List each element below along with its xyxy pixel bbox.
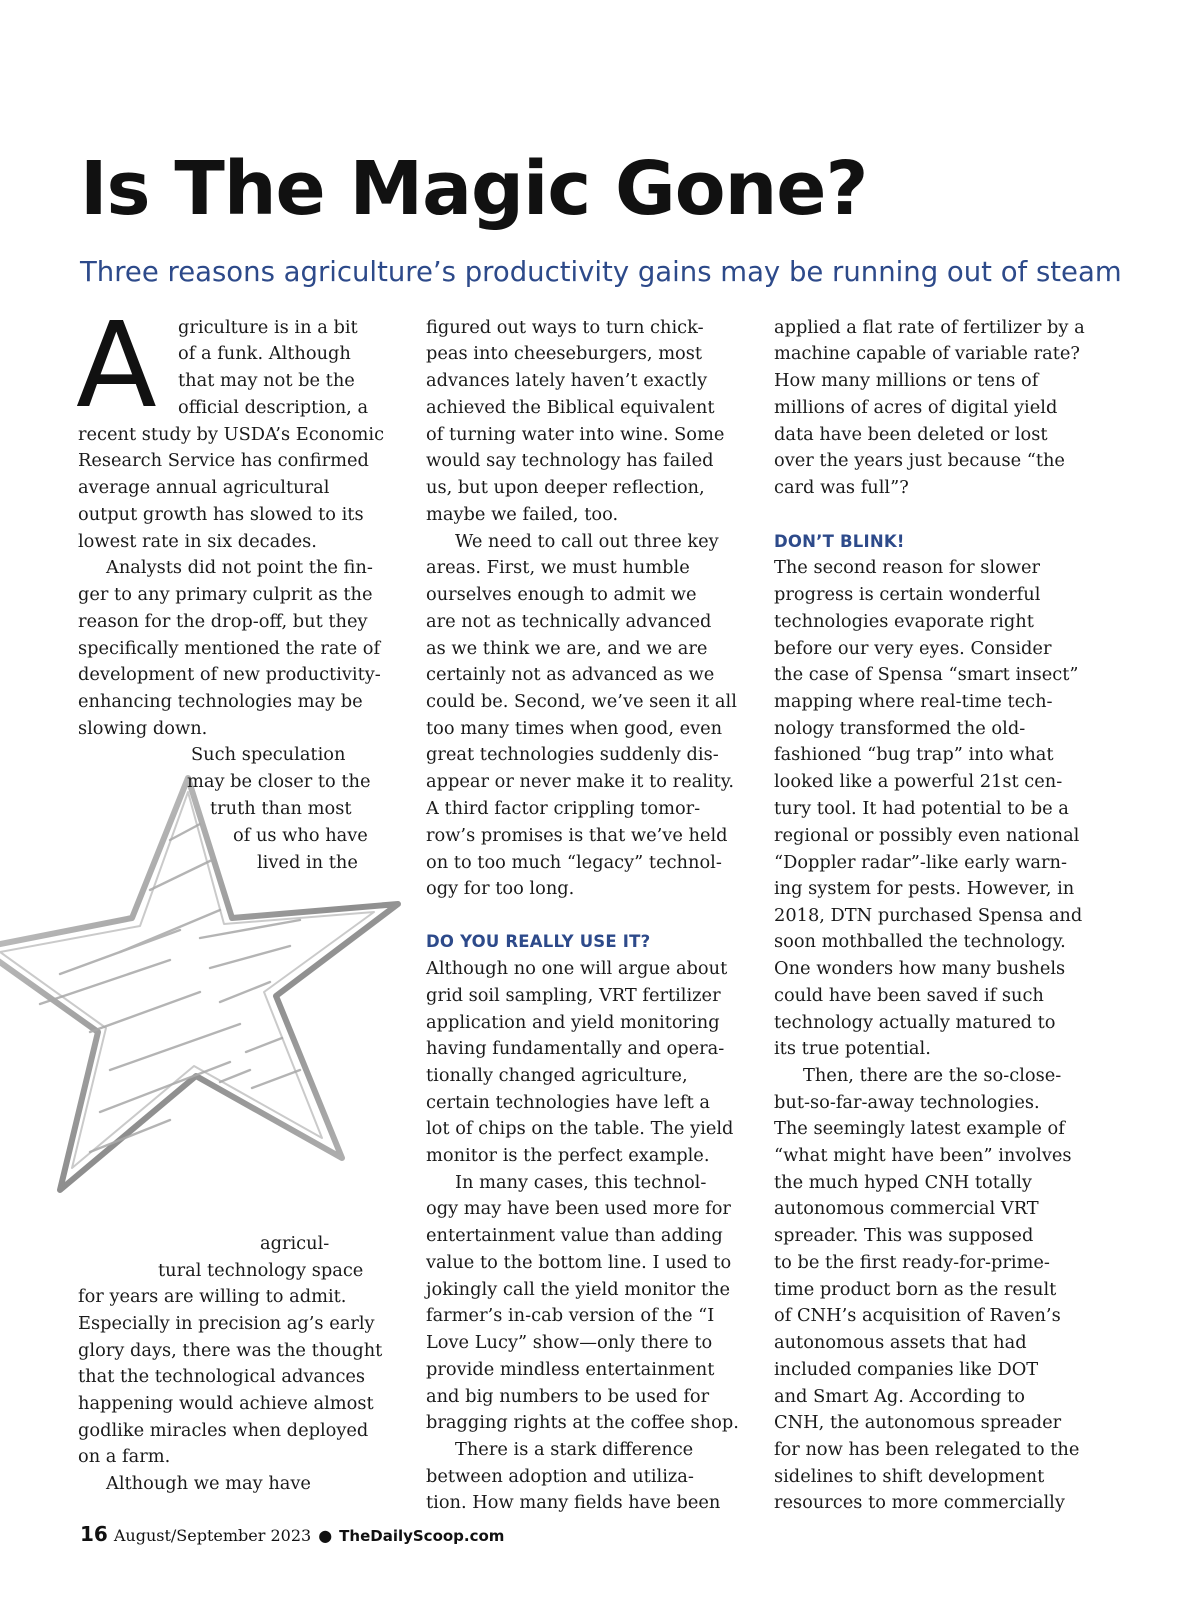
page-footer	[80, 1524, 504, 1545]
text-line: resources to more commercially	[774, 1492, 1065, 1513]
text-line: figured out ways to turn chick-	[426, 317, 704, 338]
section-heading: DO YOU REALLY USE IT?	[426, 932, 651, 951]
text-line: soon mothballed the technology.	[774, 931, 1066, 952]
text-line: ourselves enough to admit we	[426, 584, 697, 605]
text-line: provide mindless entertainment	[426, 1359, 715, 1380]
text-line: agricul-	[260, 1233, 330, 1254]
text-line: average annual agricultural	[78, 477, 330, 498]
text-line: on a farm.	[78, 1446, 171, 1467]
text-line: of turning water into wine. Some	[426, 424, 725, 445]
text-line: Then, there are the so-close-	[803, 1065, 1062, 1086]
text-line: of us who have	[233, 825, 368, 846]
text-line: are not as technically advanced	[426, 611, 712, 632]
text-line: In many cases, this technol-	[455, 1172, 707, 1193]
text-line: having fundamentally and opera-	[426, 1038, 725, 1059]
text-line: ogy for too long.	[426, 878, 575, 899]
text-line: that may not be the	[178, 370, 355, 391]
section-heading: DON’T BLINK!	[774, 532, 905, 551]
text-line: its true potential.	[774, 1038, 931, 1059]
text-line: sidelines to shift development	[774, 1466, 1045, 1487]
page-subtitle: Three reasons agriculture’s productivity gains may be running out of steam	[80, 256, 1122, 288]
text-line: could be. Second, we’ve seen it all	[426, 691, 737, 712]
text-line: spreader. This was supposed	[774, 1225, 1034, 1246]
text-line: time product born as the result	[774, 1279, 1057, 1300]
text-line: jokingly call the yield monitor the	[426, 1279, 731, 1300]
page-number: 16	[80, 1522, 108, 1546]
text-line: achieved the Biblical equivalent	[426, 397, 715, 418]
text-line: tural technology space	[158, 1260, 364, 1281]
text-line: farmer’s in-cab version of the “I	[426, 1305, 715, 1326]
text-line: development of new productivity-	[78, 664, 381, 685]
text-line: over the years just because “the	[774, 450, 1065, 471]
text-line: monitor is the perfect example.	[426, 1145, 710, 1166]
text-line: and big numbers to be used for	[426, 1386, 710, 1407]
text-line: data have been deleted or lost	[774, 424, 1048, 445]
text-line: to be the first ready-for-prime-	[774, 1252, 1050, 1273]
text-line: that the technological advances	[78, 1366, 366, 1387]
text-line: value to the bottom line. I used to	[426, 1252, 732, 1273]
text-line: grid soil sampling, VRT fertilizer	[426, 985, 721, 1006]
text-line: The seemingly latest example of	[774, 1118, 1065, 1139]
text-line: Research Service has confirmed	[78, 450, 369, 471]
text-line: advances lately haven’t exactly	[426, 370, 708, 391]
text-line: applied a flat rate of fertilizer by a	[774, 317, 1085, 338]
text-line: “what might have been” involves	[774, 1145, 1072, 1166]
text-line: official description, a	[178, 397, 369, 418]
text-line: may be closer to the	[187, 771, 371, 792]
text-line: Although no one will argue about	[426, 958, 728, 979]
text-line: bragging rights at the coffee shop.	[426, 1412, 739, 1433]
text-line: areas. First, we must humble	[426, 557, 690, 578]
text-line: A third factor crippling tomor-	[426, 798, 701, 819]
text-line: entertainment value than adding	[426, 1225, 723, 1246]
text-line: tion. How many fields have been	[426, 1492, 721, 1513]
text-line: the case of Spensa “smart insect”	[774, 664, 1079, 685]
text-line: nology transformed the old-	[774, 718, 1026, 739]
text-line: before our very eyes. Consider	[774, 638, 1052, 659]
text-line: reason for the drop-off, but they	[78, 611, 368, 632]
text-line: us, but upon deeper reflection,	[426, 477, 705, 498]
text-line: fashioned “bug trap” into what	[774, 744, 1054, 765]
text-line: ing system for pests. However, in	[774, 878, 1075, 899]
star-sketch-icon	[0, 770, 440, 1270]
text-line: application and yield monitoring	[426, 1012, 720, 1033]
text-line: certainly not as advanced as we	[426, 664, 715, 685]
text-line: Analysts did not point the fin-	[106, 557, 373, 578]
text-line: on to too much “legacy” technol-	[426, 852, 722, 873]
issue-date: August/September 2023	[113, 1526, 312, 1545]
text-line: There is a stark difference	[455, 1439, 694, 1460]
text-line: as we think we are, and we are	[426, 638, 708, 659]
text-line: too many times when good, even	[426, 718, 723, 739]
text-line: technology actually matured to	[774, 1012, 1056, 1033]
text-line: autonomous assets that had	[774, 1332, 1027, 1353]
text-line: lowest rate in six decades.	[78, 531, 317, 552]
text-line: looked like a powerful 21st cen-	[774, 771, 1063, 792]
bullet-separator: ●	[318, 1526, 333, 1545]
text-line: machine capable of variable rate?	[774, 343, 1080, 364]
text-line: for now has been relegated to the	[774, 1439, 1080, 1460]
text-line: appear or never make it to reality.	[426, 771, 735, 792]
text-line: regional or possibly even national	[774, 825, 1080, 846]
text-line: peas into cheeseburgers, most	[426, 343, 703, 364]
text-line: Although we may have	[106, 1473, 311, 1494]
text-line: could have been saved if such	[774, 985, 1044, 1006]
text-line: slowing down.	[78, 718, 208, 739]
text-line: between adoption and utiliza-	[426, 1466, 694, 1487]
text-line: Such speculation	[191, 744, 346, 765]
text-line: truth than most	[210, 798, 352, 819]
text-line: CNH, the autonomous spreader	[774, 1412, 1062, 1433]
text-line: millions of acres of digital yield	[774, 397, 1058, 418]
text-line: output growth has slowed to its	[78, 504, 364, 525]
text-line: progress is certain wonderful	[774, 584, 1041, 605]
text-line: for years are willing to admit.	[78, 1286, 347, 1307]
text-line: One wonders how many bushels	[774, 958, 1066, 979]
text-line: We need to call out three key	[455, 531, 719, 552]
text-line: godlike miracles when deployed	[78, 1420, 369, 1441]
page-title: Is The Magic Gone?	[80, 146, 868, 232]
text-line: would say technology has failed	[426, 450, 714, 471]
text-line: mapping where real-time tech-	[774, 691, 1053, 712]
text-line: How many millions or tens of	[774, 370, 1039, 391]
text-line: recent study by USDA’s Economic	[78, 424, 385, 445]
text-line: row’s promises is that we’ve held	[426, 825, 728, 846]
text-line: Love Lucy” show—only there to	[426, 1332, 713, 1353]
text-line: The second reason for slower	[774, 557, 1041, 578]
text-line: great technologies suddenly dis-	[426, 744, 719, 765]
text-line: the much hyped CNH totally	[774, 1172, 1032, 1193]
text-line: autonomous commercial VRT	[774, 1198, 1039, 1219]
text-line: tionally changed agriculture,	[426, 1065, 688, 1086]
text-line: maybe we failed, too.	[426, 504, 619, 525]
text-line: certain technologies have left a	[426, 1092, 710, 1113]
text-line: griculture is in a bit	[178, 317, 358, 338]
text-line: lived in the	[257, 852, 358, 873]
text-line: ger to any primary culprit as the	[78, 584, 373, 605]
text-line: enhancing technologies may be	[78, 691, 363, 712]
text-line: and Smart Ag. According to	[774, 1386, 1025, 1407]
text-line: Especially in precision ag’s early	[78, 1313, 375, 1334]
drop-cap: A	[76, 296, 157, 434]
text-line: 2018, DTN purchased Spensa and	[774, 905, 1083, 926]
text-line: ogy may have been used more for	[426, 1198, 731, 1219]
text-line: card was full”?	[774, 477, 909, 498]
text-line: specifically mentioned the rate of	[78, 638, 381, 659]
text-line: glory days, there was the thought	[78, 1340, 383, 1361]
text-line: happening would achieve almost	[78, 1393, 374, 1414]
site-link[interactable]: TheDailyScoop.com	[339, 1527, 505, 1545]
text-line: but-so-far-away technologies.	[774, 1092, 1040, 1113]
text-line: technologies evaporate right	[774, 611, 1034, 632]
text-line: lot of chips on the table. The yield	[426, 1118, 734, 1139]
text-line: tury tool. It had potential to be a	[774, 798, 1069, 819]
text-line: of a funk. Although	[178, 343, 351, 364]
text-line: of CNH’s acquisition of Raven’s	[774, 1305, 1061, 1326]
text-line: included companies like DOT	[774, 1359, 1039, 1380]
text-line: “Doppler radar”-like early warn-	[774, 852, 1067, 873]
